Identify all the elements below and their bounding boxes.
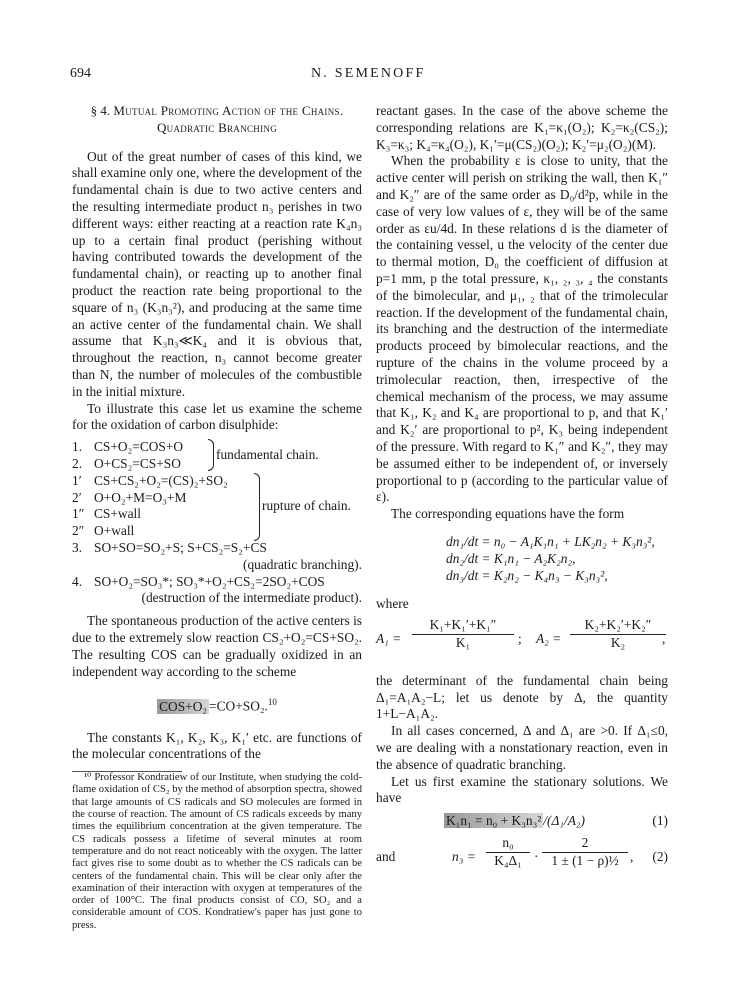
chain-rupture-group bbox=[72, 473, 362, 540]
denominator: 1 ± (1 − ρ)½ bbox=[551, 852, 619, 868]
reaction-number: 3. bbox=[72, 539, 83, 555]
fundamental-chain-group bbox=[72, 439, 362, 473]
right-column bbox=[376, 103, 668, 879]
reaction-note: (quadratic branching). bbox=[243, 556, 362, 572]
reaction-number: 2. bbox=[72, 455, 83, 471]
paragraph: The spontaneous production of the active centers is due to the extremely slow reaction CS₂+O₂=CS+SO₂. The resulting COS can be gradually oxidized in an independent way according to the scheme bbox=[72, 613, 362, 679]
section-heading bbox=[72, 103, 362, 137]
a2-fraction bbox=[570, 617, 666, 652]
reaction-number: 1′ bbox=[72, 472, 82, 488]
footnote-marker: 10 bbox=[267, 697, 277, 708]
equation: dn₁/dt = n₀ − A₁K₁n₁ + LK₂n₂ + K₃n₃², bbox=[446, 533, 655, 549]
equation-number: (1) bbox=[652, 813, 668, 829]
a1-lhs: A₁ = bbox=[376, 630, 402, 646]
reaction-note: (destruction of the intermediate product). bbox=[141, 590, 362, 606]
brace bbox=[208, 439, 214, 471]
reaction-scheme bbox=[72, 439, 362, 607]
equation-rest: /(Δ₁/A₂) bbox=[543, 813, 585, 829]
reaction-number: 2″ bbox=[72, 523, 85, 539]
numerator: n₀ bbox=[502, 835, 514, 851]
where-text: where bbox=[376, 595, 409, 611]
a2-lhs: A₂ = bbox=[536, 630, 562, 646]
equation: dn₂/dt = K₁n₁ − A₂K₂n₂, bbox=[446, 550, 576, 566]
equation-rest: =CO+SO₂. bbox=[209, 698, 268, 714]
highlighted-term: COS+O₂ bbox=[159, 698, 208, 714]
brace-label: rupture of chain. bbox=[262, 497, 351, 513]
reaction-equation: O+wall bbox=[94, 523, 135, 539]
reaction-equation: SO+SO=SO₂+S; S+CS₂=S₂+CS bbox=[94, 539, 267, 555]
and-text: and bbox=[376, 849, 396, 865]
paragraph: Out of the great number of cases of this kind, we shall examine only one, where the development of the fundamental chain is due to two active centers and the resulting intermediate product n₃ perishes in two different ways: either reacting at a reaction rate K₄n₃ up to a certain final product (perishing without having contributed towards the development of the fundamental chain), or reacting up to another final product the reaction rate being proportional to the square of n₃ (K₃n₃²), and producing at the same time an active center of the fundamental chain. We shall assume that K₃n₃≪K₄ and it is obvious that, throughout the reaction, n₃ cannot become greater than N, the number of molecules of the combustible in the initial mixture. bbox=[72, 148, 362, 399]
n3-lhs: n₃ = bbox=[452, 849, 476, 865]
running-head: N. SEMENOFF bbox=[311, 66, 426, 81]
reaction-number: 1. bbox=[72, 439, 83, 455]
reaction-number: 4. bbox=[72, 573, 83, 589]
a1-fraction bbox=[412, 617, 514, 652]
separator: , bbox=[662, 630, 666, 646]
numerator: 2 bbox=[581, 835, 589, 851]
fraction bbox=[486, 835, 530, 870]
paragraph: In all cases concerned, Δ and Δ₁ are >0. If Δ₁≤0, we are dealing with a nonstationary reaction, even in the absence of quadratic branching. bbox=[376, 723, 668, 772]
section-title-line2: Quadratic Branching bbox=[156, 119, 277, 135]
dot: · bbox=[534, 849, 539, 865]
comma: , bbox=[630, 849, 634, 865]
reaction-equation: O+CS₂=CS+SO bbox=[94, 455, 181, 471]
reaction-number: 2′ bbox=[72, 489, 82, 505]
reaction-number: 1″ bbox=[72, 506, 85, 522]
footnote: ¹⁰ Professor Kondratiew of our Institute, when studying the cold-flame oxidation of CS₂ by the method of absorption spectra, showed that large amounts of CS radicals and SO molecules are formed in the course of reaction. The amount of CS radicals exceeds by many times the equilibrium concentration at the given temperature. The CS radicals possess a lifetime of several minutes at room temperature and do not react noticeably with the oxygen. The latter fact gives rise to some doubt as to whether the CS radicals can be centers of the fundamental chain. This will be clear only after the examination of their interaction with oxygen at temperatures of the order of 100°C. The final products consist of CO, SO₂ and a considerable amount of COS. Kondratiew's paper has just gone to press. bbox=[72, 772, 362, 931]
denominator: K₂ bbox=[610, 634, 626, 650]
equation-number: (2) bbox=[652, 849, 668, 865]
highlighted-term: K₁n₁ = n₀ + K₃n₃² bbox=[446, 813, 542, 829]
reaction-equation: CS+O₂=COS+O bbox=[94, 439, 184, 455]
fraction bbox=[542, 835, 628, 870]
paragraph: the determinant of the fundamental chain being Δ₁=A₁A₂−L; let us denote by Δ, the quantity 1+L−A₁A₂. bbox=[376, 672, 668, 722]
reaction-equation: O+O₂+M=O₃+M bbox=[94, 489, 187, 505]
left-column bbox=[72, 103, 362, 932]
numerator: K₂+K₂′+K₂″ bbox=[584, 616, 652, 632]
equation: dn₃/dt = K₂n₂ − K₄n₃ − K₃n₃², bbox=[446, 567, 608, 583]
section-title-line1: Mutual Promoting Action of the Chains. bbox=[113, 103, 344, 118]
denominator: K₁ bbox=[455, 634, 471, 650]
equation-2 bbox=[376, 835, 668, 879]
brace bbox=[254, 473, 260, 541]
equation-text bbox=[444, 813, 585, 830]
equation-system bbox=[446, 533, 668, 584]
brace-label: fundamental chain. bbox=[216, 447, 319, 463]
reaction-row bbox=[72, 473, 362, 490]
paragraph: When the probability ε is close to unity, that the active center will perish on striking the wall, then K₁″ and K₂″ are of the same order as D₀/d²p, while in the case of very low values of ε, they will be of the same order as εu/4d. In these relations d is the diameter of the containing vessel, u the velocity of the center due to thermal motion, D₀ the coefficient of diffusion at p=1 mm, p the total pressure, κ₁, ₂, ₃, ₄ the constants of the bimolecular, and μ₁, ₂ that of the trimolecular reaction. If the development of the fundamental chain, its branching and the destruction of the intermediate products proceed by bimolecular reactions, and the rupture of the chains in the volume proceed by a trimolecular reaction, then, irrespective of the chemical mechanism of the process, we may assume that K₁, K₂ and K₄ are proportional to p, and that K₁′ and K₂′ are proportional to p², K₃ being independent of the pressure. With regard to K₁″ and K₂″, they may be assumed either to be independent of, or inversely proportional to p (according to the particular value of ε). bbox=[376, 153, 668, 505]
reaction-equation: SO+O₂=SO₃*; SO₃*+O₂+CS₂=2SO₂+COS bbox=[94, 573, 325, 589]
denominator: K₄Δ₁ bbox=[494, 852, 522, 868]
paragraph: The constants K₁, K₂, K₃, K₁′ etc. are functions of the molecular concentrations of the bbox=[72, 729, 362, 762]
page-number: 694 bbox=[70, 66, 91, 81]
reaction-equation: CS+CS₂+O₂=(CS)₂+SO₂ bbox=[94, 472, 228, 488]
paragraph: Let us first examine the stationary solutions. We have bbox=[376, 773, 668, 806]
reaction-row bbox=[72, 540, 362, 557]
paragraph: The corresponding equations have the form bbox=[391, 506, 625, 522]
paragraph: reactant gases. In the case of the above scheme the corresponding relations are K₁=κ₁(O₂); K₂=κ₂(CS₂); K₃=κ₃; K₄=κ₄(O₂), K₁′=μ(CS₂)(O₂); K₂′=μ₂(O₂)(M). bbox=[376, 103, 668, 152]
reaction-equation: CS+wall bbox=[94, 506, 141, 522]
cos-equation bbox=[72, 694, 362, 715]
reaction-row bbox=[72, 574, 362, 591]
section-number: § 4. bbox=[90, 103, 111, 118]
paragraph: To illustrate this case let us examine the scheme for the oxidation of carbon disulphide: bbox=[72, 400, 362, 433]
separator: ; bbox=[518, 630, 522, 646]
equation-1 bbox=[376, 813, 668, 835]
reaction-row bbox=[72, 523, 362, 540]
a-definitions bbox=[376, 617, 668, 667]
numerator: K₁+K₁′+K₁″ bbox=[429, 616, 497, 632]
